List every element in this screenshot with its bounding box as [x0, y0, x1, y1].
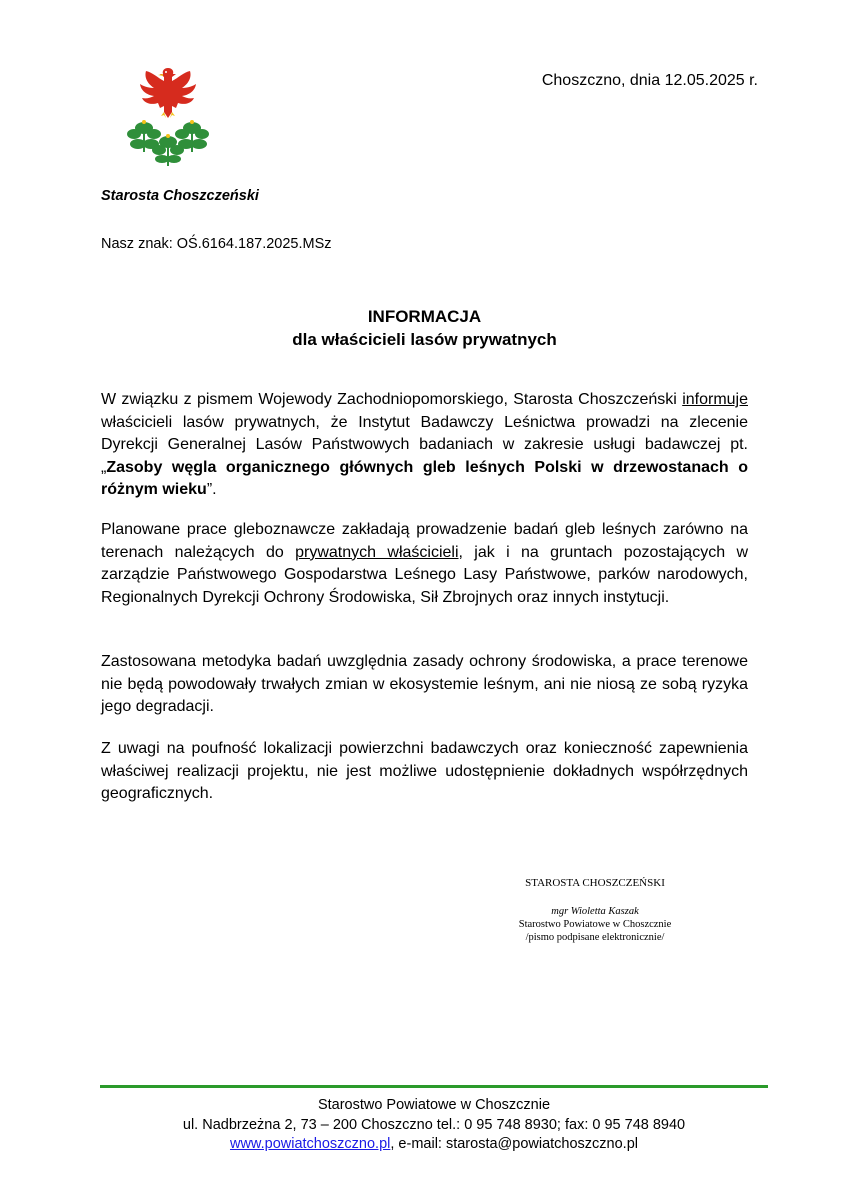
- title-line-2: dla właścicieli lasów prywatnych: [292, 330, 557, 349]
- paragraph-3: Zastosowana metodyka badań uwzględnia zasady ochrony środowiska, a prace terenowe nie będą powodowały trwałych zmian w ekosystemie leśnym, ani nie niosą ze sobą ryzyka jego degradacji.: [101, 653, 748, 716]
- county-crest-logo: [124, 62, 212, 168]
- signatory-name: mgr Wioletta Kaszak: [551, 906, 639, 917]
- issuing-office: Starosta Choszczeński: [101, 188, 259, 204]
- paragraph-1: W związku z pismem Wojewody Zachodniopomorskiego, Starosta Choszczeński informuje właścicieli lasów prywatnych, że Instytut Badawczy Leśnictwa prowadzi na zlecenie Dyrekcji Generalnej Lasów Państwowych badaniach w zakresie usługi badawczej pt. „Zasoby węgla organicznego głównych gleb leśnych Polski w drzewostanach o różnym wieku”.: [101, 391, 748, 499]
- signature-block: [470, 877, 720, 944]
- signature-title: STAROSTA CHOSZCZEŃSKI: [525, 877, 665, 889]
- title-line-1: INFORMACJA: [367, 307, 482, 326]
- document-title: [100, 305, 749, 351]
- oak-leaves-icon: [127, 122, 209, 166]
- eagle-icon: [140, 68, 196, 118]
- footer-address: ul. Nadbrzeżna 2, 73 – 200 Choszczno tel.: 0 95 748 8930; fax: 0 95 748 8940: [182, 1116, 686, 1133]
- footer-organization: Starostwo Powiatowe w Choszcznie: [317, 1097, 551, 1113]
- footer-contact: [100, 1135, 768, 1155]
- paragraph-4: Z uwagi na poufność lokalizacji powierzchni badawczych oraz konieczność zapewnienia właściwej realizacji projektu, nie jest możliwe udostępnienie dokładnych współrzędnych geograficznych.: [101, 740, 748, 803]
- signatory-organization: Starostwo Powiatowe w Choszcznie: [518, 919, 672, 930]
- footer-email: , e-mail: starosta@powiatchoszczno.pl: [390, 1136, 639, 1152]
- paragraph-2: Planowane prace gleboznawcze zakładają prowadzenie badań gleb leśnych zarówno na terenach należących do prywatnych właścicieli, jak i na gruntach pozostających w zarządzie Państwowego Gospodarstwa Leśnego Lasy Państwowe, parków narodowych, Regionalnych Dyrekcji Ochrony Środowiska, Sił Zbrojnych oraz innych instytucji.: [101, 521, 748, 606]
- footer: [100, 1096, 768, 1155]
- signature-note: /pismo podpisane elektronicznie/: [525, 932, 665, 943]
- website-link[interactable]: www.powiatchoszczno.pl: [229, 1136, 391, 1152]
- footer-divider: [100, 1085, 768, 1088]
- place-and-date: Choszczno, dnia 12.05.2025 r.: [541, 72, 758, 89]
- reference-number: Nasz znak: OŚ.6164.187.2025.MSz: [101, 236, 332, 252]
